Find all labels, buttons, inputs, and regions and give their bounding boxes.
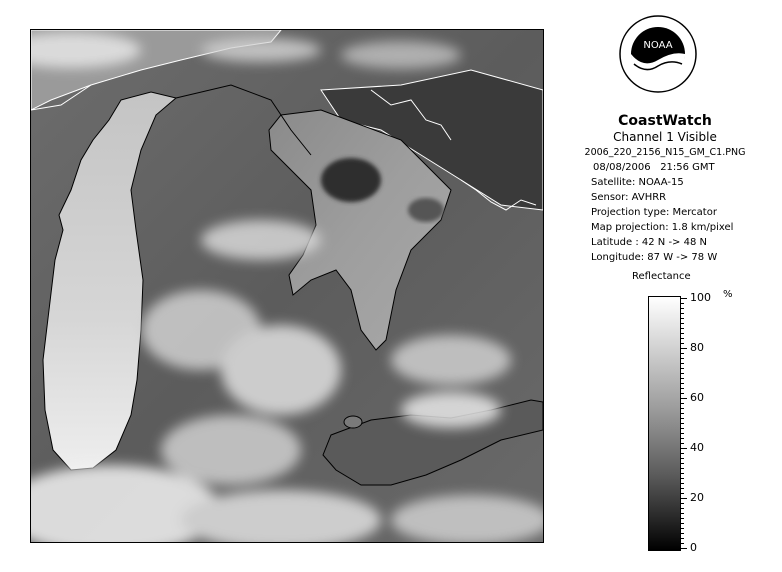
colorbar-minor-tick	[681, 323, 684, 324]
colorbar-minor-tick	[681, 308, 684, 309]
colorbar-minor-tick	[681, 393, 684, 394]
colorbar-minor-tick	[681, 358, 684, 359]
colorbar-minor-tick	[681, 493, 684, 494]
colorbar-minor-tick	[681, 508, 684, 509]
colorbar-minor-tick	[681, 513, 684, 514]
colorbar-minor-tick	[681, 388, 684, 389]
colorbar-minor-tick	[681, 413, 684, 414]
longitude-line: Longitude: 87 W -> 78 W	[591, 252, 718, 263]
date-time-line	[591, 160, 733, 175]
colorbar-minor-tick	[681, 363, 684, 364]
colorbar-minor-tick	[681, 538, 684, 539]
colorbar-minor-tick	[681, 438, 684, 439]
reflectance-colorbar	[648, 296, 681, 551]
colorbar-minor-tick	[681, 463, 684, 464]
projection-type-line: Projection type: Mercator	[591, 207, 717, 218]
colorbar-minor-tick	[681, 503, 684, 504]
colorbar-minor-tick	[681, 523, 684, 524]
colorbar-minor-tick	[681, 483, 684, 484]
noaa-logo-text: NOAA	[643, 40, 673, 51]
lake-st-clair	[344, 416, 362, 428]
colorbar-minor-tick	[681, 533, 684, 534]
brand-title: CoastWatch	[618, 113, 712, 129]
colorbar-minor-tick	[681, 403, 684, 404]
date-value: 08/08/2006	[593, 162, 651, 173]
colorbar-minor-tick	[681, 338, 684, 339]
satellite-map	[30, 29, 544, 543]
colorbar-tick-label: 100	[690, 291, 711, 304]
colorbar-minor-tick	[681, 333, 684, 334]
colorbar-major-tick	[681, 348, 687, 349]
colorbar-minor-tick	[681, 313, 684, 314]
time-value: 21:56 GMT	[660, 162, 715, 173]
colorbar-minor-tick	[681, 368, 684, 369]
colorbar-minor-tick	[681, 473, 684, 474]
colorbar-minor-tick	[681, 353, 684, 354]
colorbar-minor-tick	[681, 428, 684, 429]
colorbar-tick-label: 40	[690, 441, 704, 454]
colorbar-minor-tick	[681, 328, 684, 329]
colorbar-minor-tick	[681, 543, 684, 544]
noaa-logo	[618, 14, 698, 94]
colorbar-minor-tick	[681, 528, 684, 529]
colorbar-tick-label: 60	[690, 391, 704, 404]
colorbar-major-tick	[681, 498, 687, 499]
colorbar-minor-tick	[681, 478, 684, 479]
colorbar-tick-label: 80	[690, 341, 704, 354]
colorbar-major-tick	[681, 398, 687, 399]
channel-title: Channel 1 Visible	[613, 130, 717, 144]
colorbar-minor-tick	[681, 373, 684, 374]
colorbar-minor-tick	[681, 433, 684, 434]
lake-huron-shadow	[321, 158, 381, 202]
file-name: 2006_220_2156_N15_GM_C1.PNG	[584, 147, 746, 158]
colorbar-minor-tick	[681, 488, 684, 489]
colorbar-minor-tick	[681, 458, 684, 459]
image-details	[591, 160, 733, 265]
colorbar-minor-tick	[681, 518, 684, 519]
colorbar-minor-tick	[681, 303, 684, 304]
colorbar-minor-tick	[681, 453, 684, 454]
colorbar-tick-label: 20	[690, 491, 704, 504]
map-projection-line: Map projection: 1.8 km/pixel	[591, 222, 734, 233]
colorbar-minor-tick	[681, 383, 684, 384]
legend-unit: %	[723, 289, 733, 300]
latitude-line: Latitude : 42 N -> 48 N	[591, 237, 707, 248]
colorbar-minor-tick	[681, 378, 684, 379]
sensor-line: Sensor: AVHRR	[591, 192, 667, 203]
colorbar-major-tick	[681, 548, 687, 549]
colorbar-major-tick	[681, 448, 687, 449]
colorbar-major-tick	[681, 298, 687, 299]
legend-title: Reflectance	[632, 271, 691, 282]
colorbar-minor-tick	[681, 443, 684, 444]
colorbar-minor-tick	[681, 318, 684, 319]
colorbar-minor-tick	[681, 408, 684, 409]
colorbar-minor-tick	[681, 418, 684, 419]
satellite-line: Satellite: NOAA-15	[591, 177, 684, 188]
colorbar-minor-tick	[681, 468, 684, 469]
colorbar-minor-tick	[681, 423, 684, 424]
colorbar-minor-tick	[681, 343, 684, 344]
colorbar-tick-label: 0	[690, 541, 697, 554]
